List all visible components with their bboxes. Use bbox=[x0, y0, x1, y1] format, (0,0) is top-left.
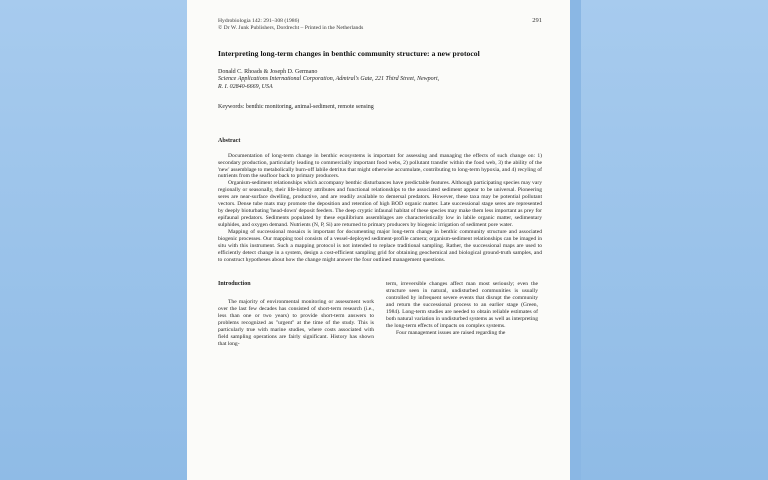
abstract-paragraph-3: Mapping of successional mosaics is important for documenting major long-term change in benthic community structure and associated biogenic processes. Our mapping tool consists of a vessel-deployed sediment-profile camera; organism-sediment relationships can be imaged in situ with this instrument. Such a mapping protocol is not intended to replace traditional sampling. Rather, the successional maps are used to efficiently detect change in a system, design a cost-efficient sampling grid for obtaining geochemical and biological ground-truth samples, and to construct hypotheses about how the change might answer the four outlined management questions. bbox=[218, 229, 542, 263]
abstract-paragraph-2: Organism-sediment relationships which accompany benthic disturbances have predictable features. Although participating species may vary regionally or seasonally, their life-history attributes and functional relationships to the associated sediment appear to be universal. Pioneering seres are near-surface dwelling, productive, and are readily available to demersal predators. However, these taxa may be potential pollutant vectors. Dense tube mats may promote the deposition and retention of high BOD organic matter. Late successional stage seres are represented by deeply bioturbating 'head-down' deposit feeders. The deep cryptic infaunal habitat of these species may make them less important as prey for epifaunal predators. Sediments populated by these equilibrium assemblages are characteristically low in labile organic matter, sedimentary sulphides, and oxygen demand. Nutrients (N, P, Si) are returned to primary producers by biogenic irrigation of sediment pore water. bbox=[218, 180, 542, 229]
running-header bbox=[218, 18, 542, 32]
page-number: 291 bbox=[532, 17, 542, 24]
introduction-heading: Introduction bbox=[218, 280, 251, 287]
article-title: Interpreting long-term changes in benthic community structure: a new protocol bbox=[218, 49, 480, 58]
article-authors: Donald C. Rhoads & Joseph D. Germano bbox=[218, 69, 318, 75]
publisher-line: © Dr W. Junk Publishers, Dordrecht – Printed in the Netherlands bbox=[218, 25, 364, 31]
viewer-right-margin bbox=[581, 0, 768, 480]
abstract-body bbox=[218, 153, 542, 264]
affiliation-line-1: Science Applications International Corporation, Admiral's Gate, 221 Third Street, Newport, bbox=[218, 76, 440, 83]
document-page bbox=[187, 0, 570, 480]
affiliation-line-2: R. I. 02840-6669, USA bbox=[218, 83, 273, 90]
body-columns bbox=[218, 281, 542, 348]
keywords: Keywords: benthic monitoring, animal-sediment, remote sensing bbox=[218, 104, 374, 111]
introduction-paragraph-1: The majority of environmental monitoring or assessment work over the last few decades has consisted of short-term research (i.e., less than one or two years) to provide short-term answers to problems recognized as "urgent" at the time of the study. This is particularly true with marine studies, where costs associated with field sampling operations are fairly significant. History has shown that long- bbox=[218, 298, 374, 347]
viewer-left-margin bbox=[0, 0, 187, 480]
introduction-paragraph-2: Four management issues are raised regarding the bbox=[396, 329, 506, 336]
right-column bbox=[386, 281, 538, 348]
introduction-paragraph-1-continued: term, irreversible changes affect man most seriously; even the structure seen in natural, undisturbed communities is usually controlled by infrequent severe events that disrupt the community and return the successional process to an earlier stage (Green, 1984). Long-term studies are needed to obtain reliable estimates of both natural variation in undisturbed systems as well as interpreting the long-term effects of impacts on complex systems. bbox=[386, 280, 538, 329]
left-column bbox=[218, 281, 374, 348]
journal-citation bbox=[218, 18, 363, 32]
journal-line: Hydrobiologia 142: 291–308 (1986) bbox=[218, 18, 300, 24]
abstract-paragraph-1: Documentation of long-term change in benthic ecosystems is important for assessing and managing the effects of such change on: 1) secondary production, particularly leading to commercially important food webs, 2) pollutant transfer within the food web, 3) the ability of the 'new' assemblage to metabolically burn-off labile detritus that might otherwise accumulate, contributing to long-term hypoxia, and 4) recyling of nutrients from the seafloor back to primary producers. bbox=[218, 152, 542, 180]
abstract-heading: Abstract bbox=[218, 137, 241, 144]
